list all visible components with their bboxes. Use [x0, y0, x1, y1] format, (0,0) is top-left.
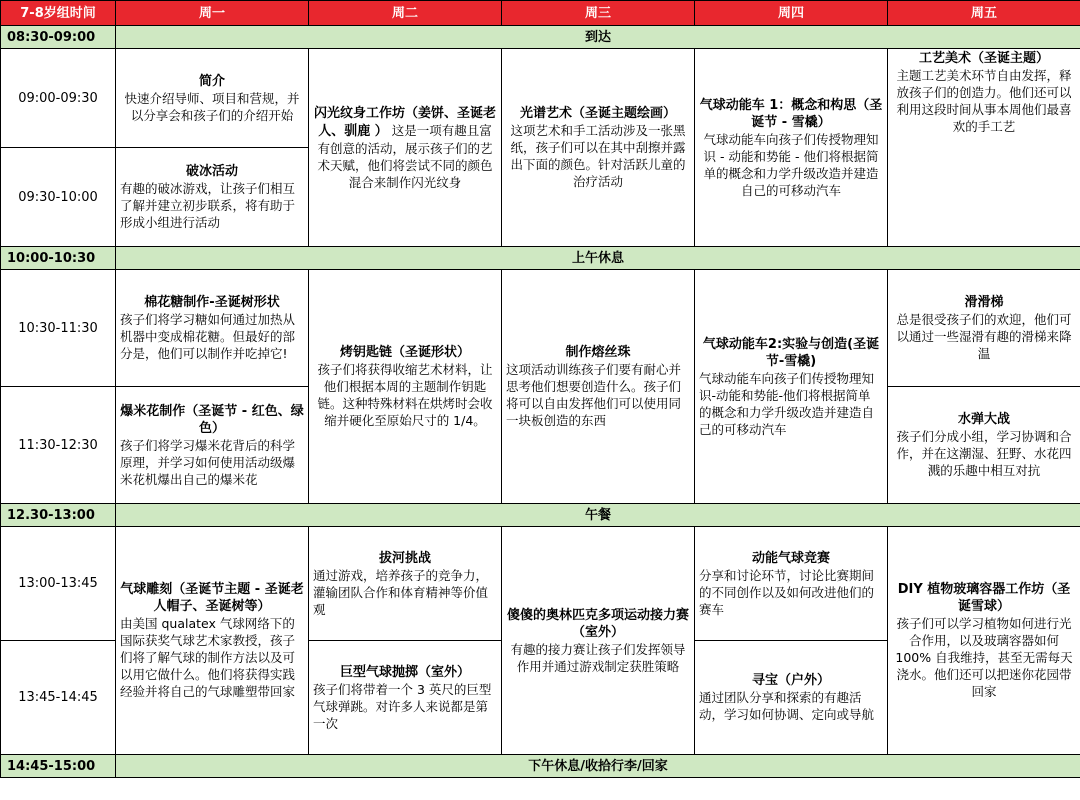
activity-cell [116, 148, 309, 247]
activity-title: 工艺美术（圣诞主题） [918, 51, 1049, 66]
activity-cell [888, 49, 1080, 247]
activity-cell [888, 527, 1080, 755]
day-header-wed: 周三 [502, 1, 695, 26]
header-row [1, 1, 1080, 26]
activity-cell [116, 49, 309, 148]
activity-cell [695, 270, 888, 504]
band-label: 到达 [116, 26, 1080, 49]
activity-cell [309, 270, 502, 504]
activity-cell [502, 527, 695, 755]
band-lunch [1, 504, 1080, 527]
time-label: 09:00-09:30 [1, 49, 116, 148]
band-label: 午餐 [116, 504, 1080, 527]
activity-desc: 分享和讨论环节，讨论比赛期间的不同创作以及如何改进他们的赛车 [699, 567, 875, 617]
day-header-thu: 周四 [695, 1, 888, 26]
activity-cell [309, 527, 502, 641]
time-label: 08:30-09:00 [1, 26, 116, 49]
activity-cell [695, 641, 888, 755]
activity-title: 巨型气球抛掷（室外） [339, 664, 470, 680]
time-label: 11:30-12:30 [1, 387, 116, 504]
activity-desc: 气球动能车向孩子们传授物理知识 - 动能和势能 - 他们将根据简单的概念和力学升级改造并建造自己的可移动汽车 [703, 131, 879, 198]
activity-cell [116, 387, 309, 504]
activity-title: 闪光纹身工作坊（姜饼、圣诞老人、驯鹿 ） [313, 106, 496, 139]
activity-cell [695, 49, 888, 247]
day-header-tue: 周二 [309, 1, 502, 26]
activity-desc: 气球动能车向孩子们传授物理知识-动能和势能-他们将根据简单的概念和力学升级改造并建造自己的可移动汽车 [699, 370, 875, 437]
activity-title: 寻宝（户外） [751, 673, 830, 688]
activity-desc: 孩子们分成小组，学习协调和合作，并在这潮湿、狂野、水花四溅的乐趣中相互对抗 [896, 429, 1072, 478]
activity-cell [695, 527, 888, 641]
activity-cell [116, 270, 309, 387]
activity-cell [888, 387, 1080, 504]
activity-cell [309, 641, 502, 755]
activity-cell [116, 527, 309, 755]
activity-title: 气球动能车2:实验与创造(圣诞节-雪橇) [702, 336, 880, 369]
activity-desc: 总是很受孩子们的欢迎，他们可以通过一些湿滑有趣的滑梯来降温 [896, 312, 1072, 361]
activity-desc: 通过游戏，培养孩子的竞争力，灌输团队合作和体育精神等价值观 [313, 567, 489, 617]
slot-row [1, 49, 1080, 148]
activity-title: 棉花糖制作-圣诞树形状 [144, 295, 280, 310]
day-header-mon: 周一 [116, 1, 309, 26]
time-label: 12.30-13:00 [1, 504, 116, 527]
activity-title: 水弹大战 [957, 412, 1010, 427]
band-morning-break [1, 247, 1080, 270]
activity-title: DIY 植物玻璃容器工作坊（圣诞雪球） [897, 582, 1071, 614]
activity-title: 滑滑梯 [964, 295, 1004, 310]
slot-row [1, 527, 1080, 641]
activity-desc: 有趣的破冰游戏，让孩子们相互了解并建立初步联系，将有助于形成小组进行活动 [120, 181, 296, 230]
activity-desc: 孩子们将学习爆米花背后的科学原理，并学习如何使用活动级爆米花机爆出自己的爆米花 [120, 437, 296, 487]
slot-row [1, 270, 1080, 387]
activity-title: 爆米花制作（圣诞节 - 红色、绿色） [120, 403, 304, 436]
activity-cell [309, 49, 502, 247]
activity-desc: 由美国 qualatex 气球网络下的国际获奖气球艺术家教授，孩子们将了解气球的制作方法以及可以用它做什么。他们将获得实践经验并将自己的气球雕塑带回家 [120, 616, 296, 699]
activity-desc: 这项艺术和手工活动涉及一张黑纸，孩子们可以在其中刮擦并露出下面的颜色。针对活跃儿童的治疗活动 [510, 123, 686, 189]
activity-title: 烤钥匙链（圣诞形状） [339, 345, 470, 360]
activity-desc: 有趣的接力赛让孩子们发挥领导作用并通过游戏制定获胜策略 [510, 641, 686, 674]
band-label: 下午休息/收拾行李/回家 [116, 755, 1080, 778]
activity-title: 傻傻的奥林匹克多项运动接力赛（室外） [506, 607, 689, 640]
activity-title: 动能气球竞赛 [751, 550, 830, 566]
activity-title: 气球雕刻（圣诞节主题 - 圣诞老人帽子、圣诞树等） [120, 582, 304, 614]
activity-cell [888, 270, 1080, 387]
activity-cell [502, 270, 695, 504]
activity-title: 拔河挑战 [378, 550, 431, 566]
band-label: 上午休息 [116, 247, 1080, 270]
activity-title: 制作熔丝珠 [565, 345, 631, 360]
activity-desc: 通过团队分享和探索的有趣活动，学习如何协调、定向或导航 [699, 690, 875, 722]
activity-desc: 这是一项有趣且富有创意的活动，展示孩子们的艺术天赋，他们将尝试不同的颜色混合来制作闪光纹身 [317, 123, 493, 190]
age-group-header: 7-8岁组时间 [1, 1, 116, 26]
band-end [1, 755, 1080, 778]
activity-title: 气球动能车 1：概念和构思（圣诞节 - 雪橇） [699, 97, 883, 130]
activity-cell [502, 49, 695, 247]
time-label: 13:00-13:45 [1, 527, 116, 641]
activity-desc: 孩子们将带着一个 3 英尺的巨型气球弹跳。对许多人来说都是第一次 [313, 681, 492, 731]
activity-desc: 孩子们将学习糖如何通过加热从机器中变成棉花糖。但最好的部分是，他们可以制作并吃掉它! [120, 312, 296, 361]
activity-title: 破冰活动 [185, 164, 238, 179]
activity-desc: 主题工艺美术环节自由发挥，释放孩子们的创造力。他们还可以利用这段时间从事本周他们最喜欢的手工艺 [896, 68, 1072, 134]
time-label: 09:30-10:00 [1, 148, 116, 247]
activity-desc: 这项活动训练孩子们要有耐心并思考他们想要创造什么。孩子们将可以自由发挥他们可以使用同一块板创造的东西 [506, 362, 682, 428]
activity-title: 简介 [198, 73, 225, 89]
time-label: 13:45-14:45 [1, 641, 116, 755]
activity-desc: 孩子们可以学习植物如何进行光合作用，以及玻璃容器如何 100% 自我维持，甚至无需每天浇水。他们还可以把迷你花园带回家 [895, 616, 1073, 699]
band-arrive [1, 26, 1080, 49]
day-header-fri: 周五 [888, 1, 1080, 26]
activity-desc: 孩子们将获得收缩艺术材料，让他们根据本周的主题制作钥匙链。这种特殊材料在烘烤时会收缩并硬化至原始尺寸的 1/4。 [317, 362, 493, 428]
time-label: 14:45-15:00 [1, 755, 116, 778]
activity-desc: 快速介绍导师、项目和营规，并以分享会和孩子们的介绍开始 [124, 90, 300, 123]
time-label: 10:30-11:30 [1, 270, 116, 387]
activity-title: 光谱艺术（圣诞主题绘画） [519, 106, 676, 121]
time-label: 10:00-10:30 [1, 247, 116, 270]
